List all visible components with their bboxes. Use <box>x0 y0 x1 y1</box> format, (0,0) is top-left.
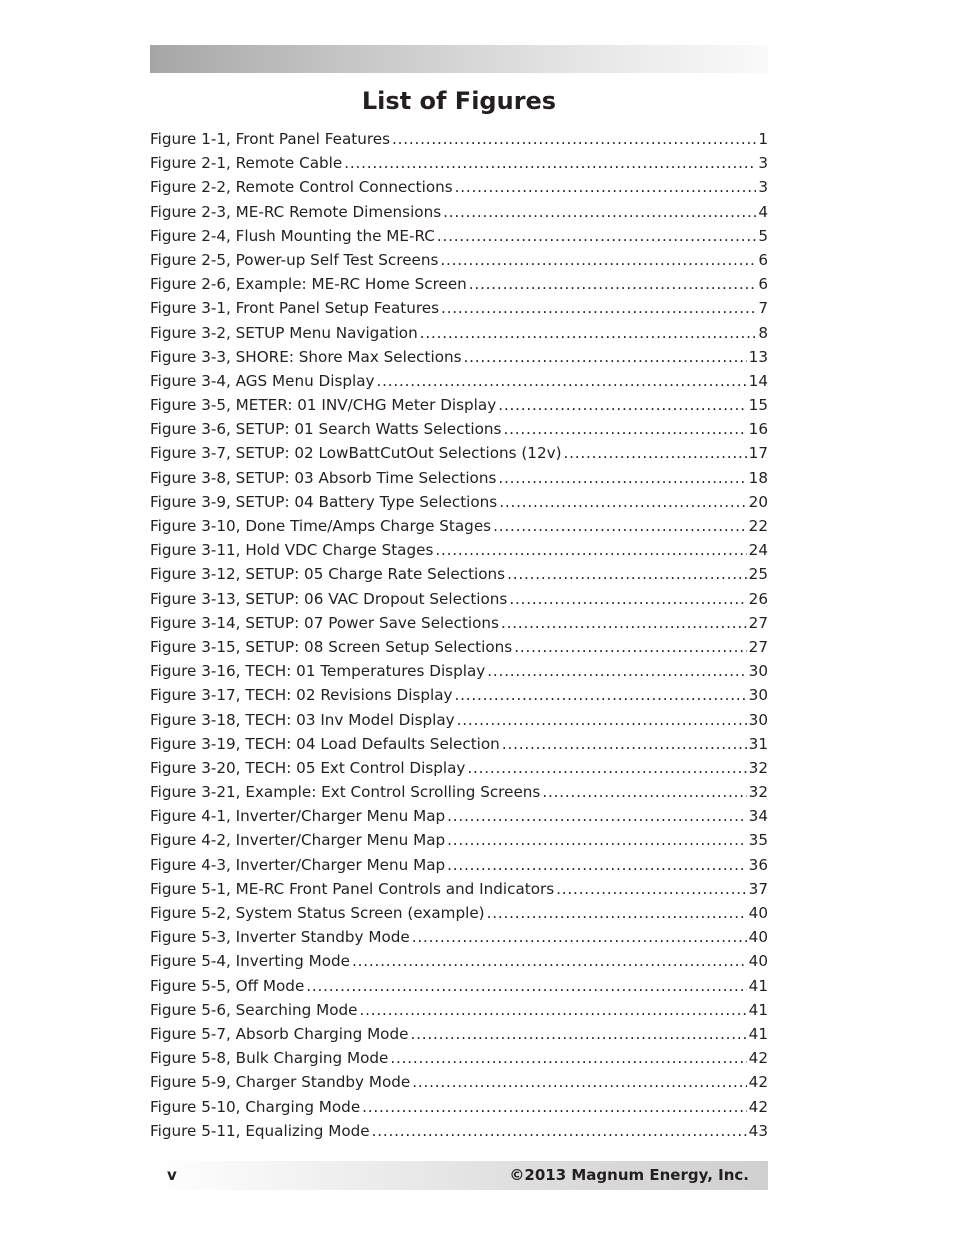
figure-list-item[interactable] <box>150 708 768 732</box>
figure-page-number: 27 <box>748 637 768 656</box>
figure-title: Figure 3-3, SHORE: Shore Max Selections <box>150 347 462 366</box>
dot-leader <box>499 490 746 514</box>
figure-list-item[interactable] <box>150 175 768 199</box>
figure-page-number: 6 <box>758 275 768 294</box>
dot-leader <box>390 1046 746 1070</box>
figure-page-number: 41 <box>748 1000 768 1019</box>
figure-title: Figure 2-6, Example: ME-RC Home Screen <box>150 275 467 294</box>
figure-title: Figure 5-4, Inverting Mode <box>150 952 350 971</box>
figure-title: Figure 5-11, Equalizing Mode <box>150 1121 370 1140</box>
header-band <box>150 45 768 73</box>
figure-title: Figure 5-9, Charger Standby Mode <box>150 1073 411 1092</box>
figure-title: Figure 5-6, Searching Mode <box>150 1000 358 1019</box>
figure-list-item[interactable] <box>150 1022 768 1046</box>
figure-page-number: 3 <box>758 178 768 197</box>
figure-list-item[interactable] <box>150 272 768 296</box>
figure-page-number: 6 <box>758 250 768 269</box>
figure-page-number: 14 <box>748 371 768 390</box>
figure-list-item[interactable] <box>150 369 768 393</box>
dot-leader <box>410 1022 746 1046</box>
figure-title: Figure 5-8, Bulk Charging Mode <box>150 1049 389 1068</box>
figure-list-item[interactable] <box>150 1070 768 1094</box>
figure-title: Figure 5-1, ME-RC Front Panel Controls and Indicators <box>150 879 555 898</box>
figure-page-number: 36 <box>748 855 768 874</box>
dot-leader <box>352 949 747 973</box>
figure-list-item[interactable] <box>150 562 768 586</box>
figure-list-item[interactable] <box>150 200 768 224</box>
figure-title: Figure 2-3, ME-RC Remote Dimensions <box>150 202 442 221</box>
figure-title: Figure 3-12, SETUP: 05 Charge Rate Selections <box>150 565 506 584</box>
figure-page-number: 18 <box>748 468 768 487</box>
figure-list-item[interactable] <box>150 441 768 465</box>
figure-page-number: 40 <box>748 952 768 971</box>
dot-leader <box>362 1095 747 1119</box>
figure-list-item[interactable] <box>150 780 768 804</box>
dot-leader <box>457 708 747 732</box>
dot-leader <box>498 393 746 417</box>
figure-title: Figure 1-1, Front Panel Features <box>150 130 391 148</box>
dot-leader <box>487 659 746 683</box>
dot-leader <box>437 224 756 248</box>
figure-list-item[interactable] <box>150 345 768 369</box>
figure-title: Figure 5-3, Inverter Standby Mode <box>150 928 410 947</box>
figure-list-item[interactable] <box>150 587 768 611</box>
dot-leader <box>507 562 747 586</box>
figure-title: Figure 3-6, SETUP: 01 Search Watts Selections <box>150 420 502 439</box>
dot-leader <box>501 611 747 635</box>
figure-list-item[interactable] <box>150 127 768 151</box>
figure-page-number: 40 <box>748 904 768 922</box>
figure-page-number: 42 <box>748 1073 768 1092</box>
figure-page-number: 30 <box>748 686 768 705</box>
figure-page-number: 30 <box>748 710 768 729</box>
figure-list-item[interactable] <box>150 1119 768 1143</box>
figure-list-item[interactable] <box>150 514 768 538</box>
dot-leader <box>503 417 746 441</box>
figure-title: Figure 3-1, Front Panel Setup Features <box>150 299 440 318</box>
figure-title: Figure 3-20, TECH: 05 Ext Control Display <box>150 758 466 777</box>
figure-page-number: 20 <box>748 492 768 511</box>
dot-leader <box>306 974 746 998</box>
dot-leader <box>514 635 746 659</box>
dot-leader <box>392 127 756 151</box>
figure-title: Figure 3-4, AGS Menu Display <box>150 371 375 390</box>
figure-list-item[interactable] <box>150 828 768 852</box>
dot-leader <box>372 1119 747 1143</box>
figure-title: Figure 4-3, Inverter/Charger Menu Map <box>150 855 446 874</box>
figure-page-number: 7 <box>758 299 768 318</box>
figure-title: Figure 3-16, TECH: 01 Temperatures Display <box>150 662 486 681</box>
figure-page-number: 4 <box>758 202 768 221</box>
dot-leader <box>509 587 746 611</box>
footer-page-number: v <box>167 1166 177 1184</box>
dot-leader <box>455 683 747 707</box>
dot-leader <box>420 321 757 345</box>
figure-list-item[interactable] <box>150 490 768 514</box>
figure-title: Figure 2-5, Power-up Self Test Screens <box>150 250 439 269</box>
figure-title: Figure 4-2, Inverter/Charger Menu Map <box>150 831 446 850</box>
figure-page-number: 8 <box>758 323 768 342</box>
figure-title: Figure 3-19, TECH: 04 Load Defaults Selection <box>150 734 500 753</box>
figure-list-item[interactable] <box>150 683 768 707</box>
dot-leader <box>542 780 746 804</box>
figure-list <box>150 127 768 1143</box>
figure-title: Figure 3-5, METER: 01 INV/CHG Meter Display <box>150 396 497 415</box>
figure-page-number: 35 <box>748 831 768 850</box>
figure-page-number: 32 <box>748 758 768 777</box>
figure-list-item[interactable] <box>150 1095 768 1119</box>
figure-title: Figure 3-11, Hold VDC Charge Stages <box>150 541 434 560</box>
figure-list-item[interactable] <box>150 635 768 659</box>
dot-leader <box>344 151 756 175</box>
dot-leader <box>443 200 756 224</box>
dot-leader <box>564 441 747 465</box>
figure-list-item[interactable] <box>150 804 768 828</box>
figure-page-number: 5 <box>758 226 768 245</box>
figure-page-number: 43 <box>748 1121 768 1140</box>
figure-list-item[interactable] <box>150 974 768 998</box>
figure-page-number: 30 <box>748 662 768 681</box>
dot-leader <box>467 756 746 780</box>
figure-title: Figure 5-5, Off Mode <box>150 976 305 995</box>
figure-page-number: 37 <box>748 879 768 898</box>
figure-list-item[interactable] <box>150 925 768 949</box>
figure-list-item[interactable] <box>150 611 768 635</box>
dot-leader <box>447 853 747 877</box>
figure-list-item[interactable] <box>150 1046 768 1070</box>
figure-page-number: 13 <box>748 347 768 366</box>
figure-list-item[interactable] <box>150 853 768 877</box>
figure-list-item[interactable] <box>150 466 768 490</box>
figure-title: Figure 2-4, Flush Mounting the ME-RC <box>150 226 435 245</box>
dot-leader <box>435 538 746 562</box>
figure-page-number: 42 <box>748 1049 768 1068</box>
dot-leader <box>556 877 747 901</box>
figure-list-item[interactable] <box>150 901 768 925</box>
dot-leader <box>447 828 747 852</box>
figure-title: Figure 5-2, System Status Screen (example) <box>150 904 485 922</box>
figure-page-number: 31 <box>748 734 768 753</box>
figure-page-number: 27 <box>748 613 768 632</box>
figure-title: Figure 3-14, SETUP: 07 Power Save Selections <box>150 613 499 632</box>
figure-title: Figure 3-2, SETUP Menu Navigation <box>150 323 418 342</box>
figure-page-number: 24 <box>748 541 768 560</box>
footer-copyright: ©2013 Magnum Energy, Inc. <box>509 1166 749 1184</box>
figure-title: Figure 3-18, TECH: 03 Inv Model Display <box>150 710 455 729</box>
figure-page-number: 26 <box>748 589 768 608</box>
figure-list-item[interactable] <box>150 659 768 683</box>
figure-page-number: 34 <box>748 807 768 826</box>
figure-title: Figure 4-1, Inverter/Charger Menu Map <box>150 807 446 826</box>
dot-leader <box>502 732 747 756</box>
figure-page-number: 40 <box>748 928 768 947</box>
dot-leader <box>464 345 747 369</box>
figure-list-item[interactable] <box>150 296 768 320</box>
dot-leader <box>447 804 747 828</box>
figure-list-item[interactable] <box>150 998 768 1022</box>
figure-title: Figure 3-7, SETUP: 02 LowBattCutOut Selections (12v) <box>150 444 562 463</box>
dot-leader <box>487 901 747 925</box>
figure-title: Figure 2-1, Remote Cable <box>150 154 343 173</box>
figure-page-number: 16 <box>748 420 768 439</box>
figure-list-item[interactable] <box>150 248 768 272</box>
figure-list-item[interactable] <box>150 949 768 973</box>
figure-title: Figure 3-21, Example: Ext Control Scrolling Screens <box>150 783 541 802</box>
dot-leader <box>360 998 747 1022</box>
figure-page-number: 41 <box>748 1024 768 1043</box>
dot-leader <box>455 175 757 199</box>
figure-list-item[interactable] <box>150 417 768 441</box>
figure-title: Figure 2-2, Remote Control Connections <box>150 178 453 197</box>
figure-page-number: 15 <box>748 396 768 415</box>
figure-list-item[interactable] <box>150 393 768 417</box>
figure-list-item[interactable] <box>150 756 768 780</box>
figure-title: Figure 5-7, Absorb Charging Mode <box>150 1024 409 1043</box>
dot-leader <box>377 369 747 393</box>
figure-list-item[interactable] <box>150 321 768 345</box>
dot-leader <box>412 1070 746 1094</box>
figure-title: Figure 3-17, TECH: 02 Revisions Display <box>150 686 453 705</box>
figure-title: Figure 3-8, SETUP: 03 Absorb Time Selections <box>150 468 497 487</box>
figure-list-item[interactable] <box>150 877 768 901</box>
figure-list-item[interactable] <box>150 538 768 562</box>
dot-leader <box>498 466 746 490</box>
figure-page-number: 41 <box>748 976 768 995</box>
figure-list-item[interactable] <box>150 151 768 175</box>
dot-leader <box>440 248 756 272</box>
figure-page-number: 3 <box>758 154 768 173</box>
page-title: List of Figures <box>361 87 557 115</box>
figure-title: Figure 5-10, Charging Mode <box>150 1097 361 1116</box>
figure-title: Figure 3-10, Done Time/Amps Charge Stages <box>150 517 492 535</box>
dot-leader <box>441 296 756 320</box>
figure-title: Figure 3-9, SETUP: 04 Battery Type Selections <box>150 492 498 511</box>
figure-list-item[interactable] <box>150 224 768 248</box>
figure-list-item[interactable] <box>150 732 768 756</box>
figure-page-number: 42 <box>748 1097 768 1116</box>
figure-title: Figure 3-15, SETUP: 08 Screen Setup Selections <box>150 637 513 656</box>
figure-title: Figure 3-13, SETUP: 06 VAC Dropout Selections <box>150 589 508 608</box>
figure-page-number: 25 <box>748 565 768 584</box>
figure-page-number: 32 <box>748 783 768 802</box>
dot-leader <box>469 272 757 296</box>
dot-leader <box>493 514 747 538</box>
dot-leader <box>412 925 747 949</box>
figure-page-number: 17 <box>748 444 768 463</box>
figure-page-number: 1 <box>758 130 768 148</box>
figure-page-number: 22 <box>748 517 768 535</box>
